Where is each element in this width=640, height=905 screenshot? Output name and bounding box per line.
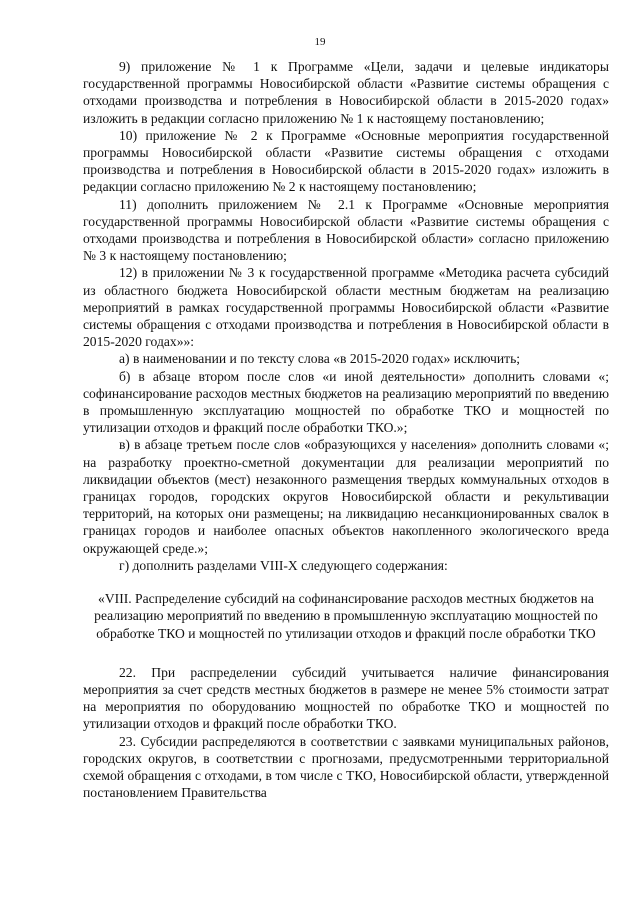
- paragraph-item-11: 11) дополнить приложением № 2.1 к Программе «Основные мероприятия государственной программы Новосибирской области «Развитие системы обращения с отходами производства и потребления в Новосибирской области» согласно приложению № 3 к настоящему постановлению;: [83, 196, 609, 264]
- paragraph-item-12: 12) в приложении № 3 к государственной программе «Методика расчета субсидий из областного бюджета Новосибирской области местным бюджетам на реализацию мероприятий в рамках государственной программы Новосибирской области «Развитие системы обращения с отходами производства и потребления в Новосибирской области в 2015-2020 годах»»:: [83, 265, 609, 350]
- document-body: [83, 58, 609, 801]
- paragraph-subitem-v: в) в абзаце третьем после слов «образующихся у населения» дополнить словами «; на разработку проектно-сметной документации для реализации мероприятий по ликвидации объектов (мест) незаконного размещения твердых коммунальных отходов в границах городов, городских округов Новосибирской области и рекультивации территорий, на которых они размещены; на ликвидацию несанкционированных свалок в границах городов и наиболее опасных объектов накопленного экологического вреда окружающей среде.»;: [83, 437, 609, 556]
- section-heading: «VIII. Распределение субсидий на софинансирование расходов местных бюджетов на реализацию мероприятий по введению в промышленную эксплуатацию мощностей по обработке ТКО и мощностей по утилизации отходов и фракций после обработки ТКО: [94, 591, 598, 641]
- paragraph-item-10: 10) приложение № 2 к Программе «Основные мероприятия государственной программы Новосибирской области «Развитие системы обращения с отходами производства и потребления в Новосибирской области в 2015-2020 годах» изложить в редакции согласно приложению № 2 к настоящему постановлению;: [83, 127, 609, 195]
- paragraph-clause-23: 23. Субсидии распределяются в соответствии с заявками муниципальных районов, городских округов, в соответствии с прогнозами, предусмотренными территориальной схемой обращения с отходами, в том числе с ТКО, Новосибирской области, утвержденной постановлением Правительства: [83, 733, 609, 801]
- paragraph-clause-22: 22. При распределении субсидий учитывается наличие финансирования мероприятия за счет средств местных бюджетов в размере не менее 5% стоимости затрат на мероприятия по оборудованию мощностей по обработке ТКО и мощностей по утилизации отходов и фракций после обработки ТКО.: [83, 664, 609, 732]
- page-number: 19: [314, 36, 326, 48]
- paragraph-subitem-a: а) в наименовании и по тексту слова «в 2015-2020 годах» исключить;: [119, 351, 521, 367]
- paragraph-subitem-b: б) в абзаце втором после слов «и иной деятельности» дополнить словами «; софинансирование расходов местных бюджетов на реализацию мероприятий по введению в промышленную эксплуатацию мощностей по обработке ТКО и мощностей по утилизации отходов и фракций после обработки ТКО.»;: [83, 368, 609, 436]
- paragraph-subitem-g: г) дополнить разделами VIII-X следующего содержания:: [119, 557, 448, 573]
- paragraph-item-9: 9) приложение № 1 к Программе «Цели, задачи и целевые индикаторы государственной программы Новосибирской области «Развитие системы обращения с отходами производства и потребления в Новосибирской области в 2015-2020 годах» изложить в редакции согласно приложению № 1 к настоящему постановлению;: [83, 59, 609, 126]
